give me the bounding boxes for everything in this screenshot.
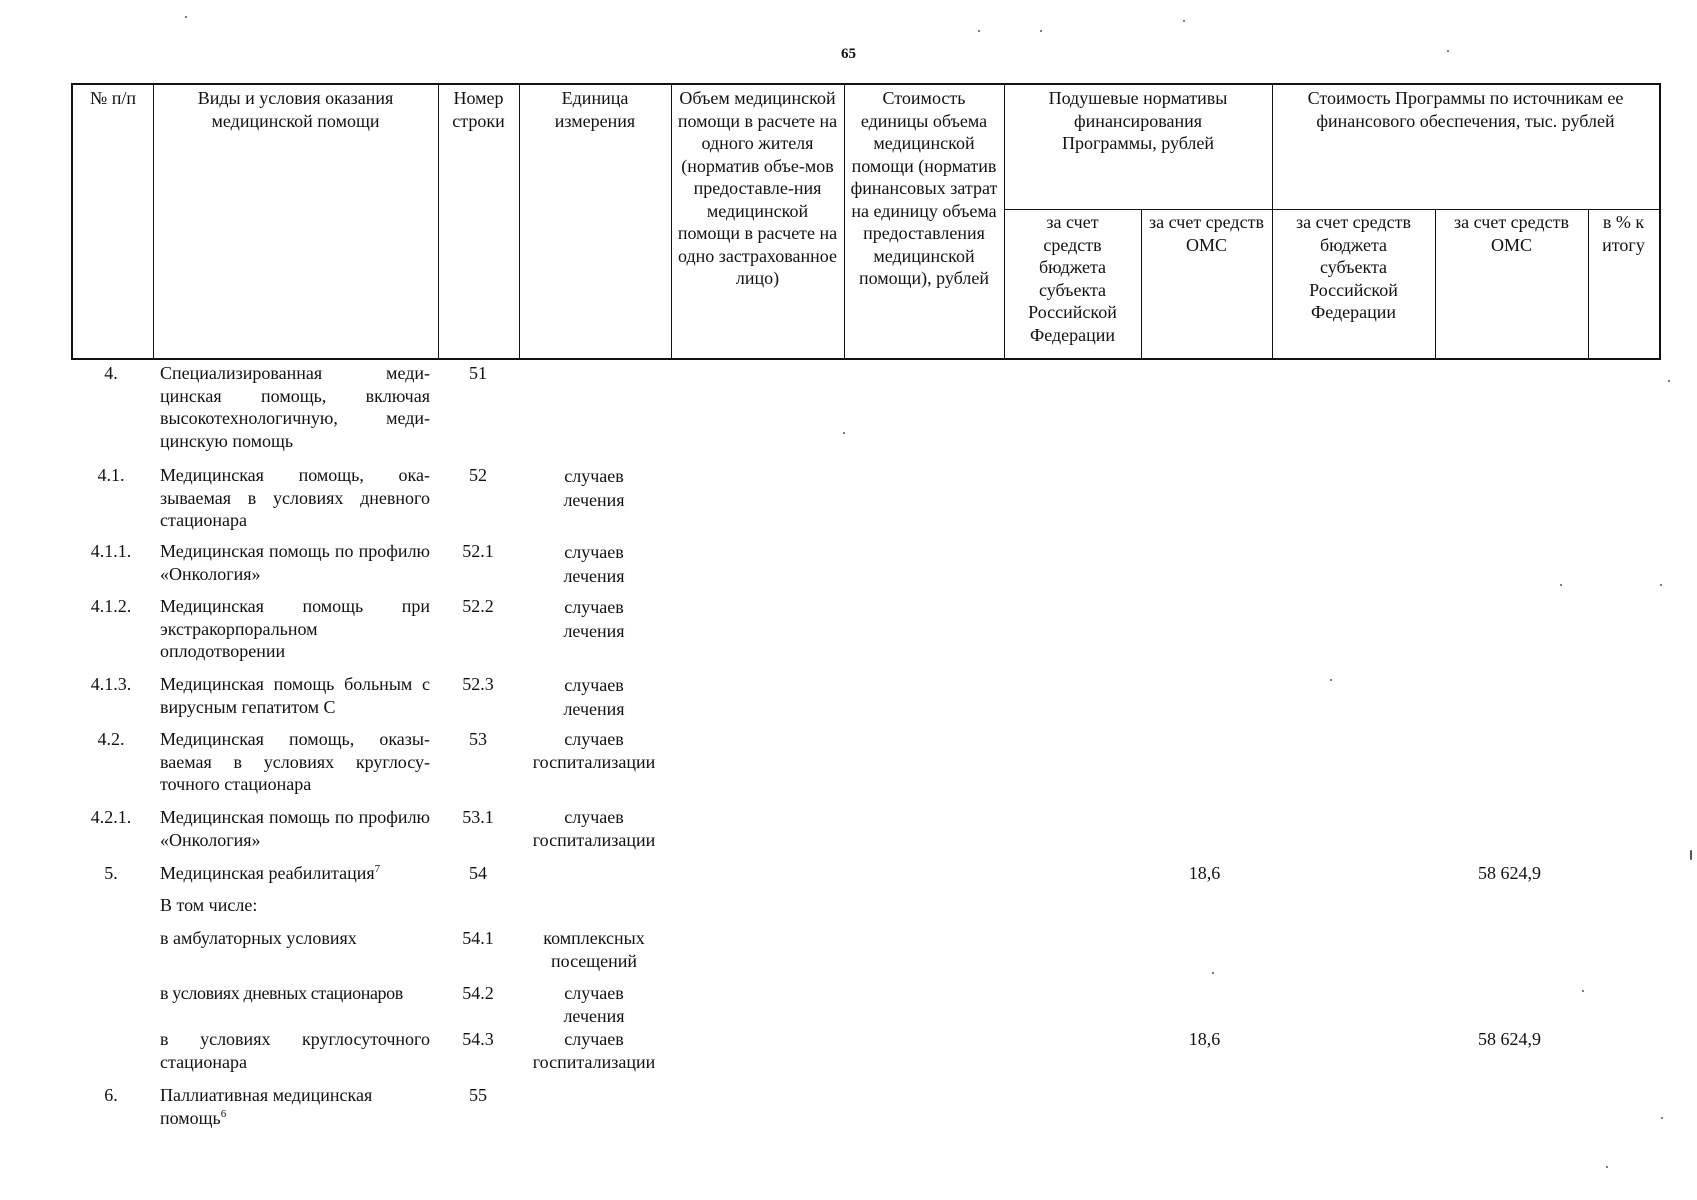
row-unit: случаев лечения <box>563 597 625 641</box>
header-group-percapita: Подушевые нормативы финансирования Программы, рублей <box>1048 88 1228 153</box>
row-code: 55 <box>469 1085 487 1105</box>
row-name-text: Паллиативная медицинская помощь <box>160 1085 373 1128</box>
header-col-unit: Единица измерения <box>554 88 636 131</box>
scan-speck <box>1661 1117 1663 1119</box>
scan-speck <box>1606 1166 1608 1168</box>
row-code: 54.1 <box>462 928 494 948</box>
row-code: 54.2 <box>462 983 494 1003</box>
row-name <box>160 862 430 885</box>
scan-speck <box>1183 20 1185 22</box>
row-num: 4.1.3. <box>90 674 132 694</box>
row-program-oms: 58 624,9 <box>1478 863 1541 883</box>
header-col-row: Номер строки <box>452 88 505 131</box>
row-num: 5. <box>104 863 118 883</box>
row-code: 53 <box>469 729 487 749</box>
scan-speck <box>978 30 980 32</box>
row-num: 4. <box>104 363 118 383</box>
scan-speck <box>843 432 845 434</box>
row-name: Специализированная меди-цинская помощь, включая высокотехнологичную, меди-цинскую помощь <box>160 363 430 451</box>
row-num: 4.1.2. <box>90 596 132 616</box>
header-subdivider <box>1004 209 1659 210</box>
row-percapita-oms: 18,6 <box>1188 863 1221 883</box>
footnote-marker: 6 <box>220 1107 227 1120</box>
scan-speck <box>1690 850 1692 860</box>
row-unit: случаев лечения <box>563 466 625 510</box>
header-sub-percent: в % к итогу <box>1602 212 1645 255</box>
row-program-oms: 58 624,9 <box>1478 1029 1541 1049</box>
row-name: Медицинская помощь, ока-зываемая в условиях дневного стационара <box>160 465 430 530</box>
table-header <box>71 83 1661 360</box>
row-unit: комплексных посещений <box>543 928 645 971</box>
header-group-program: Стоимость Программы по источникам ее финансового обеспечения, тыс. рублей <box>1307 88 1624 131</box>
row-percapita-oms: 18,6 <box>1188 1029 1221 1049</box>
row-name: Медицинская помощь больным с вирусным гепатитом С <box>160 674 430 717</box>
scan-speck <box>1660 584 1662 586</box>
scan-speck <box>1560 584 1562 586</box>
scan-speck <box>185 16 187 18</box>
row-num: 4.1. <box>97 465 125 485</box>
row-code: 51 <box>469 363 487 383</box>
header-sub-budget: за счет средств бюджета субъекта Российской Федерации <box>1028 212 1117 345</box>
footnote-marker: 7 <box>374 863 381 875</box>
row-code: 52.1 <box>462 541 494 561</box>
scan-speck <box>1582 990 1584 992</box>
header-col-num: № п/п <box>90 88 136 108</box>
scan-speck <box>1040 30 1042 32</box>
header-col-cost: Стоимость единицы объема медицинской помощи (норматив финансовых затрат на единицу объема предоставления медицинской помощи), рублей <box>850 88 998 288</box>
row-name: Медицинская помощь по профилю «Онкология» <box>160 807 430 850</box>
row-code: 52 <box>469 465 487 485</box>
row-unit: случаев госпитализации <box>532 729 656 772</box>
row-unit: случаев госпитализации <box>532 807 656 850</box>
row-unit: случаев лечения <box>563 983 625 1026</box>
row-num: 6. <box>104 1085 118 1105</box>
row-name: Медицинская помощь, оказы-ваемая в условиях круглосу-точного стационара <box>160 729 430 794</box>
row-code: 54 <box>469 863 487 883</box>
header-sub-prog-oms: за счет средств ОМС <box>1454 212 1569 255</box>
header-col-type: Виды и условия оказания медицинской помощи <box>197 88 394 131</box>
row-name: В том числе: <box>160 895 258 915</box>
row-code: 54.3 <box>462 1029 494 1049</box>
scan-speck <box>1668 380 1670 382</box>
row-name <box>160 1084 420 1129</box>
row-unit: случаев лечения <box>563 542 625 586</box>
row-code: 52.3 <box>462 674 494 694</box>
row-num: 4.2. <box>97 729 125 749</box>
row-code: 53.1 <box>462 807 494 827</box>
row-name-text: Медицинская реабилитация <box>160 863 375 883</box>
row-name: в условиях дневных стационаров <box>160 983 403 1003</box>
row-name: Медицинская помощь по профилю «Онкология» <box>160 541 430 584</box>
header-sub-prog-budget: за счет средств бюджета субъекта Российской Федерации <box>1296 212 1411 322</box>
page-number: 65 <box>841 46 856 62</box>
header-sub-oms: за счет средств ОМС <box>1149 212 1264 255</box>
row-unit: случаев лечения <box>563 675 625 719</box>
scan-speck <box>1212 972 1214 974</box>
row-name: в условиях круглосуточного стационара <box>160 1029 430 1072</box>
row-unit: случаев госпитализации <box>532 1029 656 1072</box>
row-num: 4.1.1. <box>90 541 132 561</box>
scan-speck <box>1447 50 1449 52</box>
row-code: 52.2 <box>462 596 494 616</box>
scan-speck <box>1330 679 1332 681</box>
row-name: Медицинская помощь при экстракорпоральном оплодотворении <box>160 596 430 661</box>
row-name: в амбулаторных условиях <box>160 928 357 948</box>
header-col-volume: Объем медицинской помощи в расчете на одного жителя (норматив объе-мов предоставле-ния медицинской помощи в расчете на одно застрахованное лицо) <box>677 88 838 288</box>
row-num: 4.2.1. <box>90 807 132 827</box>
